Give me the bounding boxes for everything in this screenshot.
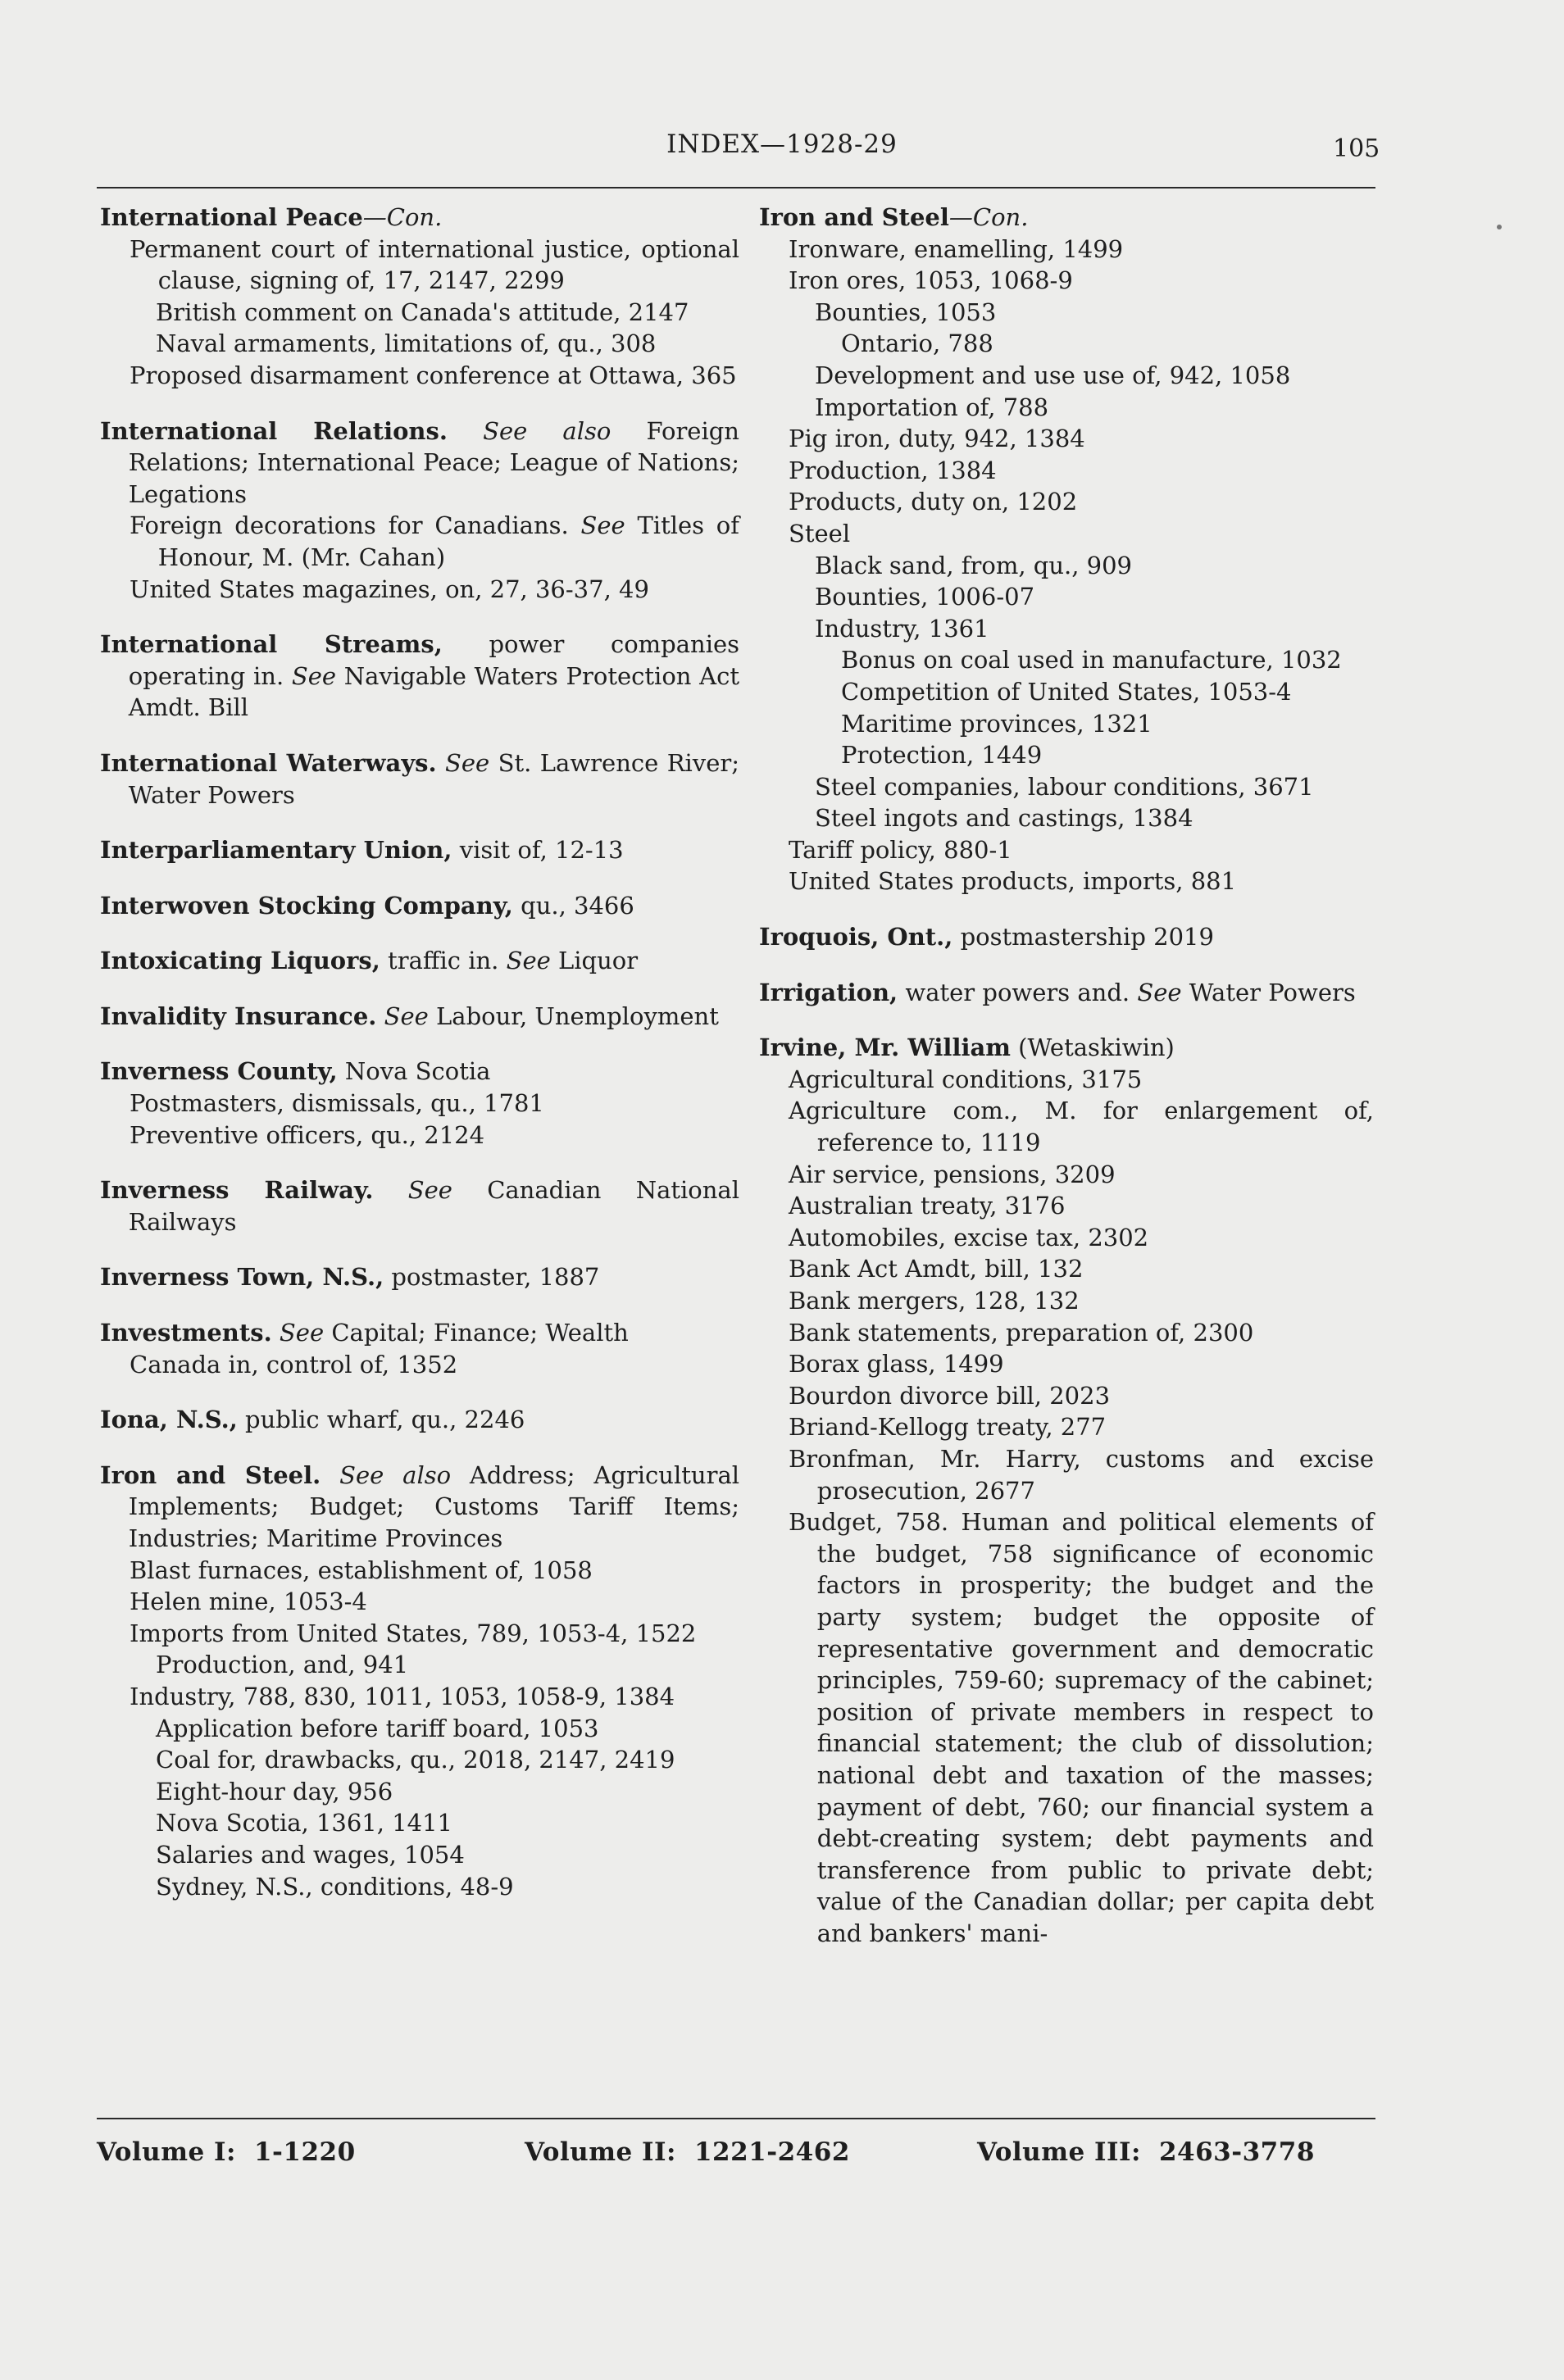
index-heading-term: International Peace <box>100 203 363 231</box>
cross-reference-marker: See <box>506 947 551 975</box>
index-text: St. Lawrence River; Water Powers <box>128 748 739 809</box>
index-subentry: Bourdon divorce bill, 2023 <box>789 1381 1111 1410</box>
index-subentry: Bonus on coal used in manufacture, 1032 <box>841 646 1342 674</box>
index-subentry: Protection, 1449 <box>841 741 1043 770</box>
index-heading <box>100 834 739 866</box>
continued-marker: —Con. <box>948 203 1029 231</box>
index-subentry: Competition of United States, 1053-4 <box>841 677 1292 706</box>
index-text: qu., 3466 <box>512 891 634 920</box>
index-text: visit of, 12-13 <box>452 836 624 865</box>
index-heading-term: Invalidity Insurance. <box>100 1002 377 1030</box>
index-heading-term: Interwoven Stocking Company, <box>100 891 513 920</box>
index-subentry: Production, 1384 <box>789 456 997 484</box>
index-subentry: Bank statements, preparation of, 2300 <box>789 1318 1254 1347</box>
index-heading-term: Iron and Steel. <box>100 1460 321 1489</box>
index-text: Water Powers <box>1181 978 1356 1006</box>
volume-3-range: 2463-3778 <box>1158 2137 1315 2167</box>
index-heading-term: Iron and Steel <box>759 203 949 231</box>
index-heading <box>100 1404 739 1436</box>
index-heading <box>100 1317 739 1349</box>
index-subentry: Development and use use of, 942, 1058 <box>815 361 1291 389</box>
index-subentry: Iron ores, 1053, 1068-9 <box>789 266 1073 295</box>
footer-rule <box>97 2118 1375 2119</box>
index-heading-term: Inverness Railway. <box>100 1176 374 1205</box>
index-subentry: Steel companies, labour conditions, 3671 <box>815 772 1314 801</box>
index-subentry: Coal for, drawbacks, qu., 2018, 2147, 2419 <box>156 1746 675 1774</box>
index-text: Nova Scotia <box>337 1057 491 1086</box>
index-subentry: Steel <box>789 519 851 547</box>
index-subentry: United States products, imports, 881 <box>789 867 1237 896</box>
index-subentry: Agricultural conditions, 3175 <box>789 1065 1143 1093</box>
index-subentry: British comment on Canada's attitude, 2147 <box>156 298 689 326</box>
index-subentry: Agriculture com., M. for enlargement of, reference to, 1119 <box>789 1097 1374 1157</box>
index-subentry: Permanent court of international justice, optional clause, signing of, 17, 2147, 2299 <box>130 234 739 295</box>
index-text: traffic in. <box>380 947 507 975</box>
cross-reference-marker: See <box>271 1319 325 1347</box>
cross-reference-marker: See <box>580 511 625 540</box>
index-subentry: Industry, 1361 <box>815 614 989 643</box>
index-heading <box>100 945 739 977</box>
index-subentry: Automobiles, excise tax, 2302 <box>789 1223 1149 1251</box>
index-subentry: Tariff policy, 880-1 <box>789 835 1012 864</box>
index-heading <box>100 202 739 234</box>
index-subentry: Products, duty on, 1202 <box>789 488 1078 516</box>
index-subentry: Application before tariff board, 1053 <box>156 1714 599 1742</box>
cross-reference-marker: See <box>376 1002 429 1030</box>
index-heading <box>100 416 739 511</box>
index-heading <box>759 202 1374 234</box>
index-subentry: Ironware, enamelling, 1499 <box>789 234 1124 263</box>
index-heading-term: Iona, N.S., <box>100 1406 238 1434</box>
index-text: public wharf, qu., 2246 <box>237 1406 525 1434</box>
index-text: Address; Agricultural Implements; Budget; Customs Tariff Items; Industries; Maritime Provinces <box>128 1460 740 1552</box>
index-subentry: Bounties, 1006-07 <box>815 583 1035 611</box>
index-subentry: Industry, 788, 830, 1011, 1053, 1058-9, 1384 <box>130 1682 675 1710</box>
volume-1-range: 1-1220 <box>253 2137 356 2167</box>
index-heading-term: Interparliamentary Union, <box>100 836 452 865</box>
index-text: postmastership 2019 <box>952 923 1214 952</box>
index-subentry: Naval armaments, limitations of, qu., 308 <box>156 329 657 358</box>
index-subentry: Bank Act Amdt, bill, 132 <box>789 1255 1084 1283</box>
index-subentry: Australian treaty, 3176 <box>789 1192 1066 1220</box>
index-subentry: Proposed disarmament conference at Ottawa, 365 <box>130 361 737 389</box>
index-text: Titles of Honour, M. (Mr. Cahan) <box>157 511 739 571</box>
index-subentry: United States magazines, on, 27, 36-37, 49 <box>130 575 649 603</box>
index-subentry: Budget, 758. Human and political elements of the budget, 758 significance of economic factors in prosperity; the budget and the party system; budget the opposite of representative government and democratic principles, 759-60; supremacy of the cabinet; position of private members in respect to financial statement; the club of dissolution; national debt and taxation of the masses; payment of debt, 760; our financial system a debt-creating system; debt payments and transference from public to private debt; value of the Canadian dollar; per capita debt and bankers' mani- <box>789 1508 1374 1947</box>
index-text: Canadian National Railways <box>128 1176 739 1236</box>
index-subentry: Maritime provinces, 1321 <box>841 709 1153 738</box>
index-subentry: Production, and, 941 <box>156 1651 409 1679</box>
left-index-column <box>100 202 739 1902</box>
index-text: Foreign decorations for Canadians. <box>130 511 581 540</box>
index-subentry: Salaries and wages, 1054 <box>156 1840 465 1869</box>
index-heading-term: Iroquois, Ont., <box>759 923 953 952</box>
index-text: power companies operating in. <box>128 630 740 690</box>
volume-3-label: Volume III: <box>977 2137 1141 2167</box>
index-subentry: Black sand, from, qu., 909 <box>815 551 1132 579</box>
cross-reference-marker: See also <box>447 416 647 445</box>
index-subentry: Preventive officers, qu., 2124 <box>130 1120 485 1149</box>
right-index-column <box>759 202 1374 1949</box>
index-subentry: Bounties, 1053 <box>815 298 997 326</box>
index-heading-term: Intoxicating Liquors, <box>100 947 380 975</box>
index-heading-term: International Waterways. <box>100 748 437 777</box>
index-subentry: Bank mergers, 128, 132 <box>789 1287 1080 1315</box>
index-subentry: Bronfman, Mr. Harry, customs and excise prosecution, 2677 <box>789 1444 1374 1505</box>
cross-reference-marker: See <box>436 748 490 777</box>
index-heading-term: Investments. <box>100 1319 272 1347</box>
index-text: Labour, Unemployment <box>428 1002 719 1030</box>
index-heading <box>759 1032 1374 1064</box>
volume-2-footer <box>525 2137 850 2167</box>
index-text: postmaster, 1887 <box>384 1263 600 1292</box>
index-text: water powers and. <box>898 978 1138 1006</box>
cross-reference-marker: See <box>291 661 337 690</box>
page-number: 105 <box>1333 134 1380 163</box>
cross-reference-marker: See <box>1137 978 1182 1006</box>
index-heading-term: Inverness County, <box>100 1057 338 1086</box>
index-heading <box>100 1460 739 1555</box>
index-subentry: Pig iron, duty, 942, 1384 <box>789 425 1085 453</box>
index-subentry <box>100 510 739 573</box>
paper-speck <box>1497 225 1502 229</box>
index-heading-term: Inverness Town, N.S., <box>100 1263 384 1292</box>
index-subentry: Steel ingots and castings, 1384 <box>815 804 1193 833</box>
index-heading-term: Irvine, Mr. William <box>759 1033 1011 1062</box>
index-heading <box>759 921 1374 953</box>
index-text: Capital; Finance; Wealth <box>324 1319 629 1347</box>
header-rule <box>97 187 1375 188</box>
index-heading <box>100 1056 739 1088</box>
index-subentry: Borax glass, 1499 <box>789 1350 1004 1378</box>
volume-3-footer <box>977 2137 1315 2167</box>
index-subentry: Canada in, control of, 1352 <box>130 1350 458 1378</box>
continued-marker: —Con. <box>362 203 443 231</box>
index-heading-term: Irrigation, <box>759 978 898 1006</box>
index-heading <box>100 629 739 724</box>
index-heading <box>100 1001 739 1033</box>
volume-1-footer <box>97 2137 356 2167</box>
index-subentry: Briand-Kellogg treaty, 277 <box>789 1413 1107 1442</box>
volume-1-label: Volume I: <box>97 2137 236 2167</box>
cross-reference-marker: See <box>373 1176 452 1205</box>
index-text: Liquor <box>550 947 639 975</box>
cross-reference-marker: See also <box>321 1460 470 1489</box>
index-subentry: Ontario, 788 <box>841 329 993 358</box>
index-heading <box>100 747 739 811</box>
index-heading <box>100 890 739 922</box>
index-subentry: Sydney, N.S., conditions, 48-9 <box>156 1872 514 1901</box>
page-title: INDEX—1928-29 <box>666 129 898 159</box>
index-text: Navigable Waters Protection Act Amdt. Bill <box>128 661 740 722</box>
index-heading <box>100 1174 739 1238</box>
volume-2-range: 1221-2462 <box>693 2137 850 2167</box>
index-subentry: Eight-hour day, 956 <box>156 1777 393 1805</box>
index-subentry: Nova Scotia, 1361, 1411 <box>156 1809 452 1837</box>
index-heading <box>100 1261 739 1293</box>
index-subentry: Importation of, 788 <box>815 393 1049 421</box>
index-subentry: Helen mine, 1053-4 <box>130 1587 367 1616</box>
index-subentry: Blast furnaces, establishment of, 1058 <box>130 1556 593 1584</box>
index-subentry: Imports from United States, 789, 1053-4, 1522 <box>130 1619 697 1647</box>
index-text: Foreign Relations; International Peace; League of Nations; Legations <box>128 416 739 508</box>
index-subentry: Air service, pensions, 3209 <box>789 1160 1116 1188</box>
index-heading-term: International Relations. <box>100 416 448 445</box>
index-text: (Wetaskiwin) <box>1010 1033 1175 1062</box>
volume-2-label: Volume II: <box>525 2137 676 2167</box>
index-subentry: Postmasters, dismissals, qu., 1781 <box>130 1089 544 1118</box>
index-heading-term: International Streams, <box>100 630 443 659</box>
index-heading <box>759 977 1374 1009</box>
